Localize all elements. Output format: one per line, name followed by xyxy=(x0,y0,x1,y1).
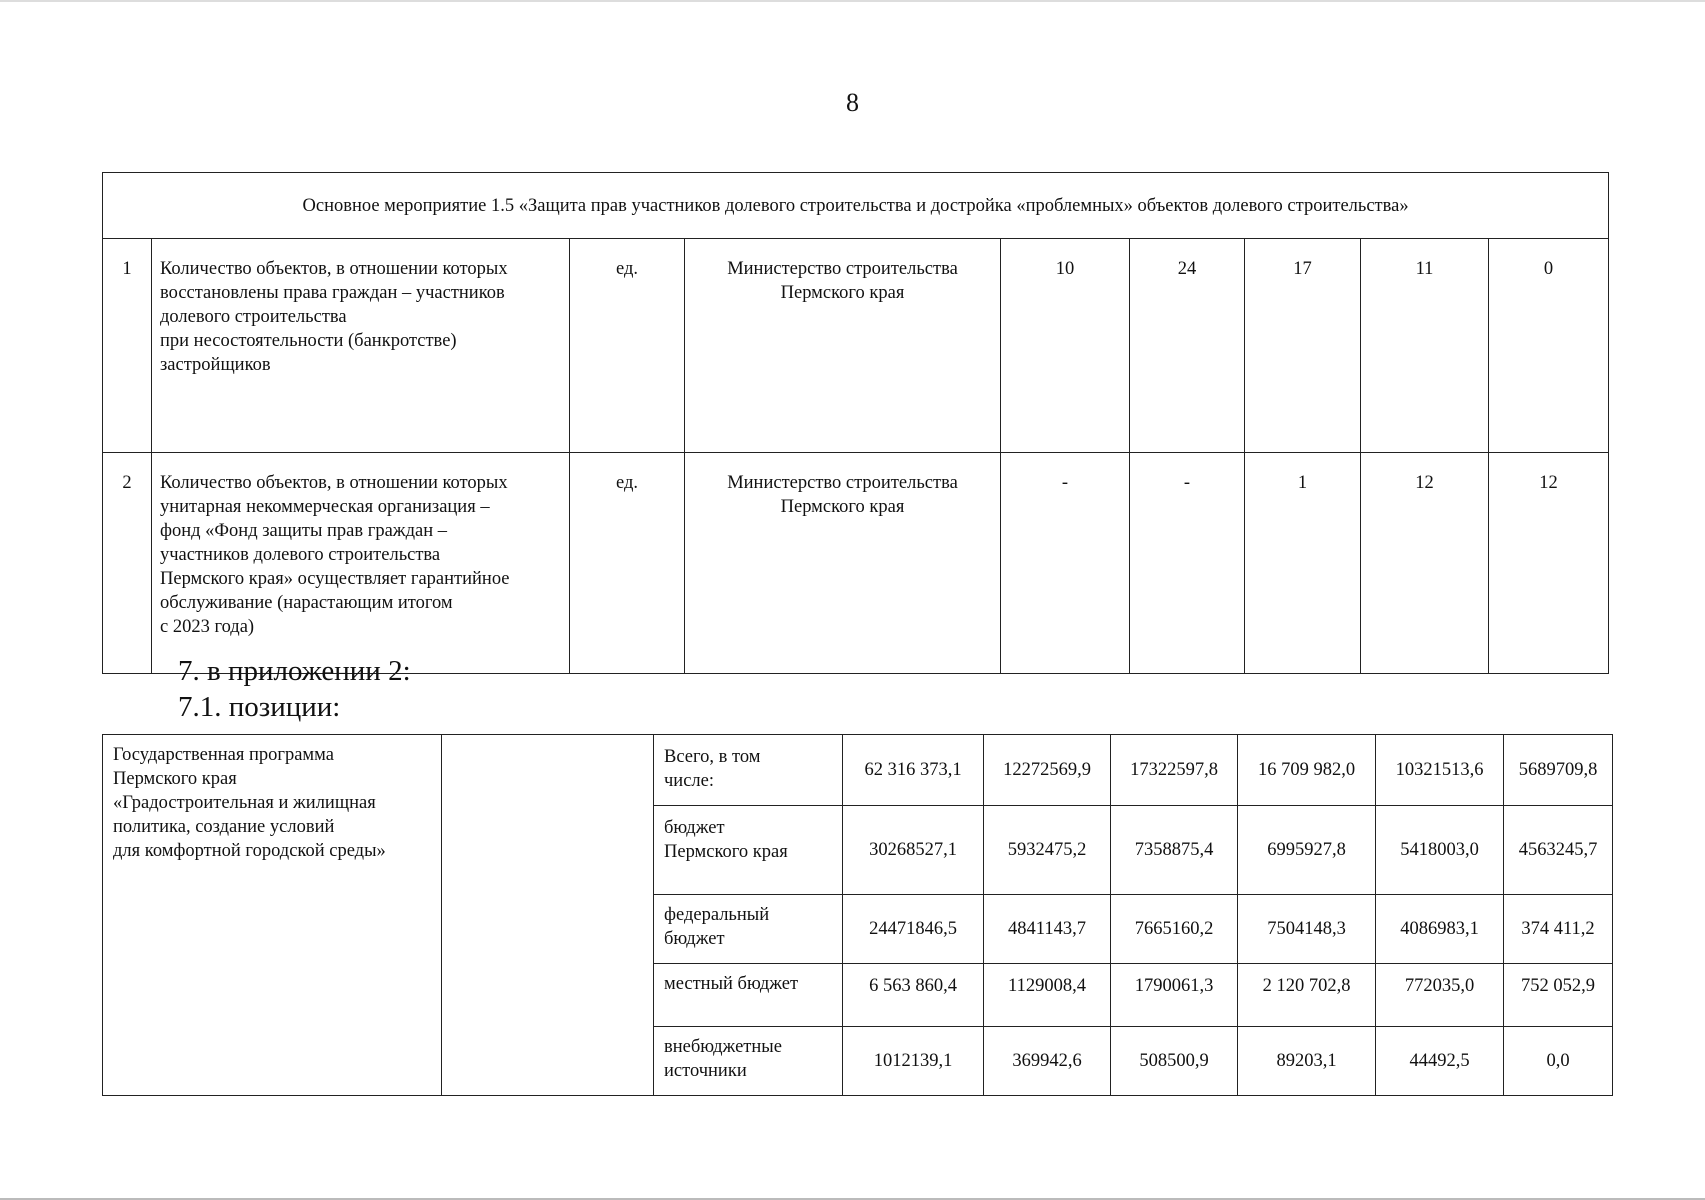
amount-cell: 1129008,4 xyxy=(984,964,1111,1027)
page-number: 8 xyxy=(846,88,859,117)
value-cell: 11 xyxy=(1361,239,1489,453)
responsible-cell: Министерство строительства Пермского края xyxy=(685,239,1001,453)
unit-cell: ед. xyxy=(570,453,685,674)
amount-cell: 12272569,9 xyxy=(984,735,1111,806)
amount-cell: 374 411,2 xyxy=(1504,895,1613,964)
amount-cell: 4086983,1 xyxy=(1376,895,1504,964)
indicator-name: Количество объектов, в отношении которых восстановлены права граждан – участников долевого строительства при несостоятельности (банкротстве) застройщиков xyxy=(152,239,570,453)
amount-cell: 7665160,2 xyxy=(1111,895,1238,964)
amount-cell: 4563245,7 xyxy=(1504,806,1613,895)
amount-cell: 17322597,8 xyxy=(1111,735,1238,806)
amount-cell: 16 709 982,0 xyxy=(1238,735,1376,806)
amount-cell: 1012139,1 xyxy=(843,1027,984,1096)
funding-source: внебюджетные источники xyxy=(654,1027,843,1096)
unit-cell: ед. xyxy=(570,239,685,453)
indicators-table xyxy=(102,172,1609,674)
amount-cell: 5932475,2 xyxy=(984,806,1111,895)
program-name: Государственная программа Пермского края «Градостроительная и жилищная политика, создание условий для комфортной городской среды» xyxy=(103,735,442,1096)
value-cell: - xyxy=(1130,453,1245,674)
amount-cell: 5418003,0 xyxy=(1376,806,1504,895)
funding-source: местный бюджет xyxy=(654,964,843,1027)
row-number: 2 xyxy=(103,453,152,674)
indicator-name: Количество объектов, в отношении которых унитарная некоммерческая организация – фонд «Фонд защиты прав граждан – участников долевого строительства Пермского края» осуществляет гарантийное обслуживание (нарастающим итогом с 2023 года) xyxy=(152,453,570,674)
amount-cell: 5689709,8 xyxy=(1504,735,1613,806)
amount-cell: 62 316 373,1 xyxy=(843,735,984,806)
event-heading: Основное мероприятие 1.5 «Защита прав участников долевого строительства и достройка «проблемных» объектов долевого строительства» xyxy=(103,173,1609,239)
amount-cell: 7358875,4 xyxy=(1111,806,1238,895)
funding-source: федеральный бюджет xyxy=(654,895,843,964)
amount-cell: 6 563 860,4 xyxy=(843,964,984,1027)
amount-cell: 44492,5 xyxy=(1376,1027,1504,1096)
value-cell: 12 xyxy=(1361,453,1489,674)
amount-cell: 4841143,7 xyxy=(984,895,1111,964)
amount-cell: 7504148,3 xyxy=(1238,895,1376,964)
section-heading-7-1: 7.1. позиции: xyxy=(178,691,341,723)
amount-cell: 0,0 xyxy=(1504,1027,1613,1096)
funding-table xyxy=(102,734,1613,1096)
amount-cell: 508500,9 xyxy=(1111,1027,1238,1096)
amount-cell: 369942,6 xyxy=(984,1027,1111,1096)
amount-cell: 772035,0 xyxy=(1376,964,1504,1027)
table-row xyxy=(103,453,1609,674)
value-cell: 17 xyxy=(1245,239,1361,453)
responsible-empty-cell xyxy=(442,735,654,1096)
row-number: 1 xyxy=(103,239,152,453)
scan-edge-top xyxy=(0,0,1705,2)
value-cell: - xyxy=(1001,453,1130,674)
amount-cell: 89203,1 xyxy=(1238,1027,1376,1096)
funding-source: бюджет Пермского края xyxy=(654,806,843,895)
amount-cell: 2 120 702,8 xyxy=(1238,964,1376,1027)
value-cell: 24 xyxy=(1130,239,1245,453)
amount-cell: 24471846,5 xyxy=(843,895,984,964)
value-cell: 0 xyxy=(1489,239,1609,453)
amount-cell: 10321513,6 xyxy=(1376,735,1504,806)
amount-cell: 752 052,9 xyxy=(1504,964,1613,1027)
table-row xyxy=(103,735,1613,806)
amount-cell: 1790061,3 xyxy=(1111,964,1238,1027)
amount-cell: 6995927,8 xyxy=(1238,806,1376,895)
value-cell: 1 xyxy=(1245,453,1361,674)
amount-cell: 30268527,1 xyxy=(843,806,984,895)
responsible-cell: Министерство строительства Пермского края xyxy=(685,453,1001,674)
value-cell: 10 xyxy=(1001,239,1130,453)
funding-source: Всего, в том числе: xyxy=(654,735,843,806)
value-cell: 12 xyxy=(1489,453,1609,674)
table-row xyxy=(103,239,1609,453)
section-heading-7: 7. в приложении 2: xyxy=(178,655,411,687)
